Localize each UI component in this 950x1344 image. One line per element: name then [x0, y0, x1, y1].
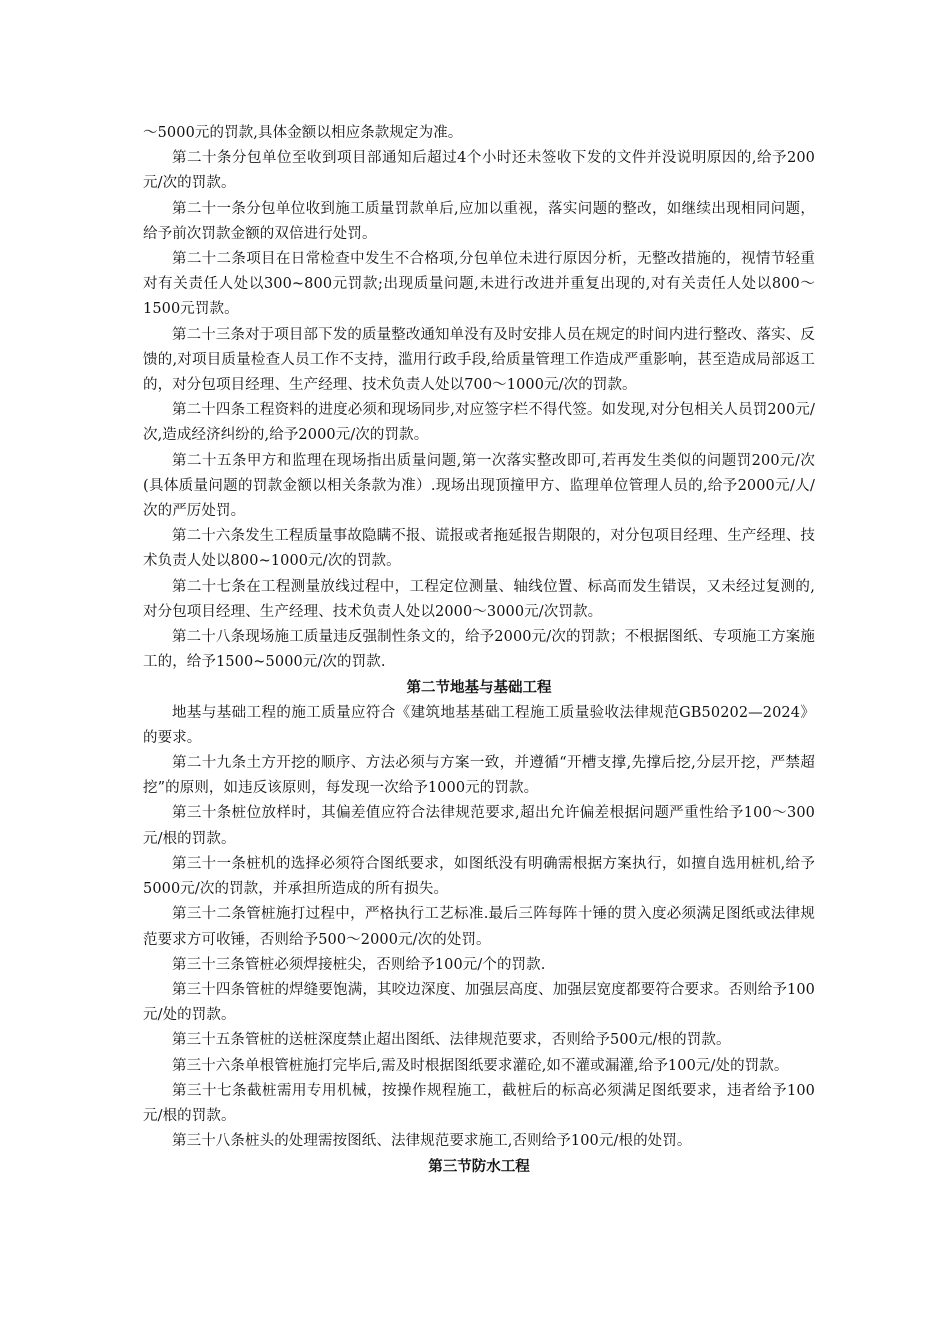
paragraph-continuation: ～5000元的罚款,具体金额以相应条款规定为准。 [143, 125, 463, 141]
article-20: 第二十条分包单位至收到项目部通知后超过4个小时还未签收下发的文件并没说明原因的,给予200元/次的罚款。 [143, 150, 815, 192]
article-29: 第二十九条土方开挖的顺序、方法必须与方案一致，并遵循“开槽支撑,先撑后挖,分层开挖，严禁超挖”的原则，如违反该原则，每发现一次给予1000元的罚款。 [143, 755, 815, 797]
article-25: 第二十五条甲方和监理在现场指出质量问题,第一次落实整改即可,若再发生类似的问题罚200元/次(具体质量问题的罚款金额以相关条款为准）.现场出现顶撞甲方、监理单位管理人员的,给予2000元/人/次的严厉处罚。 [143, 452, 815, 520]
article-28: 第二十八条现场施工质量违反强制性条文的，给予2000元/次的罚款；不根据图纸、专项施工方案施工的，给予1500~5000元/次的罚款. [143, 629, 815, 671]
article-32: 第三十二条管桩施打过程中，严格执行工艺标准.最后三阵每阵十锤的贯入度必须满足图纸或法律规范要求方可收锤，否则给予500～2000元/次的处罚。 [143, 906, 815, 948]
article-37: 第三十七条截桩需用专用机械，按操作规程施工，截桩后的标高必须满足图纸要求，违者给予100元/根的罚款。 [143, 1082, 815, 1124]
document-body [143, 121, 815, 1180]
article-36: 第三十六条单根管桩施打完毕后,需及时根据图纸要求灌砼,如不灌或漏灌,给予100元/处的罚款。 [172, 1057, 789, 1074]
article-27: 第二十七条在工程测量放线过程中，工程定位测量、轴线位置、标高而发生错误，又未经过复测的,对分包项目经理、生产经理、技术负责人处以2000～3000元/次罚款。 [143, 578, 815, 620]
section2-intro: 地基与基础工程的施工质量应符合《建筑地基基础工程施工质量验收法律规范GB50202—2024》的要求。 [143, 704, 815, 746]
article-24: 第二十四条工程资料的进度必须和现场同步,对应签字栏不得代签。如发现,对分包相关人员罚200元/次,造成经济纠纷的,给予2000元/次的罚款。 [143, 402, 815, 444]
article-23: 第二十三条对于项目部下发的质量整改通知单没有及时安排人员在规定的时间内进行整改、落实、反馈的,对项目质量检查人员工作不支持，滥用行政手段,给质量管理工作造成严重影响，甚至造成局部返工的，对分包项目经理、生产经理、技术负责人处以700～1000元/次的罚款。 [143, 326, 815, 394]
section-heading-foundation: 第二节地基与基础工程 [406, 679, 552, 697]
article-26: 第二十六条发生工程质量事故隐瞒不报、谎报或者拖延报告期限的，对分包项目经理、生产经理、技术负责人处以800~1000元/次的罚款。 [143, 528, 815, 570]
article-35: 第三十五条管桩的送桩深度禁止超出图纸、法律规范要求，否则给予500元/根的罚款。 [172, 1032, 731, 1049]
section-heading-waterproofing: 第三节防水工程 [428, 1158, 530, 1176]
article-34: 第三十四条管桩的焊缝要饱满，其咬边深度、加强层高度、加强层宽度都要符合要求。否则给予100元/处的罚款。 [143, 981, 815, 1024]
article-30: 第三十条桩位放样时，其偏差值应符合法律规范要求,超出允许偏差根据问题严重性给予100～300元/根的罚款。 [143, 805, 815, 847]
article-22: 第二十二条项目在日常检查中发生不合格项,分包单位未进行原因分析，无整改措施的，视情节轻重对有关责任人处以300~800元罚款;出现质量问题,未进行改进并重复出现的,对有关责任人处以800～1500元罚款。 [143, 251, 815, 318]
article-21: 第二十一条分包单位收到施工质量罚款单后,应加以重视，落实问题的整改，如继续出现相同问题，给予前次罚款金额的双倍进行处罚。 [143, 200, 815, 242]
article-33: 第三十三条管桩必须焊接桩尖，否则给予100元/个的罚款. [172, 956, 546, 973]
article-38: 第三十八条桩头的处理需按图纸、法律规范要求施工,否则给予100元/根的处罚。 [172, 1133, 692, 1150]
article-31: 第三十一条桩机的选择必须符合图纸要求，如图纸没有明确需根据方案执行，如擅自选用桩机,给予5000元/次的罚款，并承担所造成的所有损失。 [143, 855, 815, 898]
